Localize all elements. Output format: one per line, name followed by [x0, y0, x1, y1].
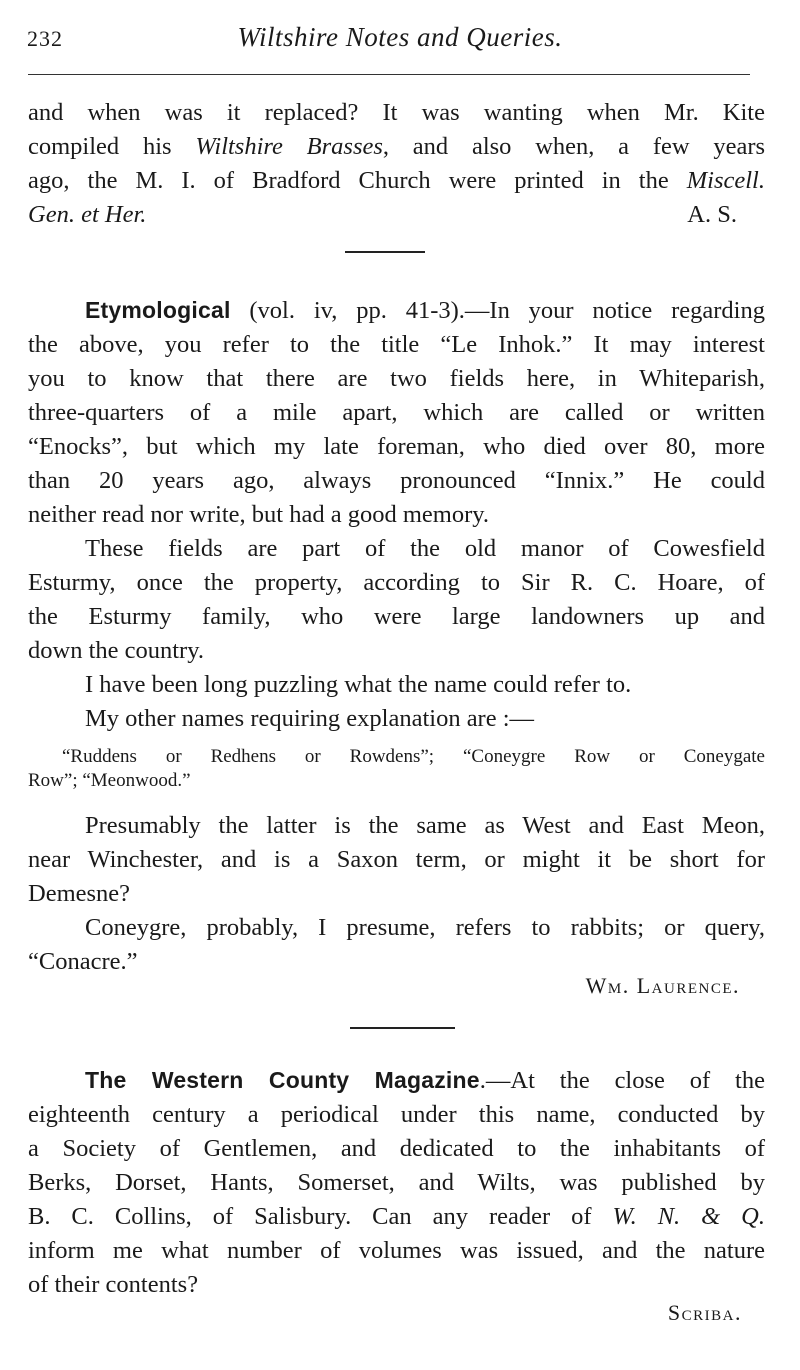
- text: I have been long puzzling what the name could refer to.: [85, 671, 632, 698]
- text: My other names requiring explanation are :—: [85, 705, 535, 732]
- text-line: [28, 634, 765, 668]
- text-line: [28, 164, 765, 198]
- text-lines: [28, 809, 765, 979]
- text: eighteenth century a periodical under this name, conducted by: [28, 1101, 765, 1128]
- text-line: [28, 1098, 765, 1132]
- text-line: [28, 600, 765, 634]
- note-etymological: [28, 293, 765, 979]
- text: .—At the close of the: [479, 1067, 765, 1094]
- text-lines: [28, 1063, 765, 1302]
- italic-text: Miscell.: [686, 167, 765, 194]
- text-lines: [28, 293, 765, 736]
- italic-text: Wiltshire Brasses: [195, 133, 383, 160]
- text: Esturmy, once the property, according to Sir R. C. Hoare, of: [28, 569, 765, 596]
- page-number: 232: [27, 26, 63, 51]
- text: inform me what number of volumes was issued, and the nature: [28, 1237, 765, 1264]
- text: Demesne?: [28, 880, 131, 907]
- text-line: [28, 1063, 765, 1098]
- text: “Ruddens or Redhens or Rowdens”; “Coneygre Row or Coneygate: [62, 746, 765, 767]
- text-line: [28, 566, 765, 600]
- text: than 20 years ago, always pronounced “Innix.” He could: [28, 467, 765, 494]
- note-western-county-magazine: [28, 1063, 765, 1302]
- text-line: [28, 877, 765, 911]
- text: down the country.: [28, 637, 204, 664]
- text-line: [28, 1234, 765, 1268]
- text: These fields are part of the old manor of Cowesfield: [85, 535, 765, 562]
- text-line: [28, 498, 765, 532]
- header-rule: [28, 74, 750, 75]
- text-line: [28, 1200, 765, 1234]
- bold-heading: The Western County Magazine: [85, 1067, 480, 1093]
- text: Coneygre, probably, I presume, refers to rabbits; or query,: [85, 914, 765, 941]
- text-line: [28, 464, 765, 498]
- signature: Wm. Laurence.: [585, 973, 740, 998]
- text-line: [28, 911, 765, 945]
- text: Presumably the latter is the same as West and East Meon,: [85, 812, 765, 839]
- text: (vol. iv, pp. 41-3).—In your notice regarding: [230, 297, 765, 324]
- text: neither read nor write, but had a good memory.: [28, 501, 490, 528]
- signature: Scriba.: [667, 1300, 742, 1325]
- italic-text: W. N. & Q.: [612, 1203, 765, 1230]
- text: ago, the M. I. of Bradford Church were printed in the: [28, 167, 687, 194]
- text: a Society of Gentlemen, and dedicated to the inhabitants of: [28, 1135, 765, 1162]
- text-line: [28, 293, 765, 328]
- text: Row”; “Meonwood.”: [28, 770, 191, 791]
- text-line: [28, 843, 765, 877]
- section-divider: [345, 251, 425, 253]
- text-line: [28, 702, 765, 736]
- text-line: [28, 769, 765, 793]
- text-line: [28, 396, 765, 430]
- text-line: [28, 1268, 765, 1302]
- text-line: [28, 745, 765, 769]
- signature: A. S.: [687, 201, 737, 228]
- text-line: [28, 130, 765, 164]
- text: of their contents?: [28, 1271, 199, 1298]
- text: you to know that there are two fields here, in Whiteparish,: [28, 365, 765, 392]
- bold-heading: Etymological: [85, 297, 231, 323]
- text-line: [28, 809, 765, 843]
- text-line: [28, 532, 765, 566]
- text-line: [28, 328, 765, 362]
- text: “Enocks”, but which my late foreman, who died over 80, more: [28, 433, 765, 460]
- text: Berks, Dorset, Hants, Somerset, and Wilts, was published by: [28, 1169, 765, 1196]
- text-line: [28, 430, 765, 464]
- text-line: [28, 1166, 765, 1200]
- note-continuation: [28, 96, 765, 232]
- text: compiled his: [28, 133, 196, 160]
- text: and when was it replaced? It was wanting when Mr. Kite: [28, 99, 765, 126]
- quoted-names: [28, 745, 765, 793]
- text: the Esturmy family, who were large landowners up and: [28, 603, 765, 630]
- text-lines: [28, 96, 765, 198]
- text: near Winchester, and is a Saxon term, or might it be short for: [28, 846, 765, 873]
- text-line: [28, 362, 765, 396]
- text: “Conacre.”: [28, 948, 138, 975]
- running-title: Wiltshire Notes and Queries.: [237, 22, 563, 52]
- text-line: [28, 668, 765, 702]
- text-line: [28, 198, 765, 232]
- italic-text: Gen. et Her.: [28, 201, 147, 228]
- text-line: [28, 96, 765, 130]
- text: the above, you refer to the title “Le Inhok.” It may interest: [28, 331, 765, 358]
- text: B. C. Collins, of Salisbury. Can any reader of: [28, 1203, 613, 1230]
- text-line: [28, 1132, 765, 1166]
- text: three-quarters of a mile apart, which are called or written: [28, 399, 765, 426]
- text: , and also when, a few years: [382, 133, 766, 160]
- section-divider: [350, 1027, 455, 1029]
